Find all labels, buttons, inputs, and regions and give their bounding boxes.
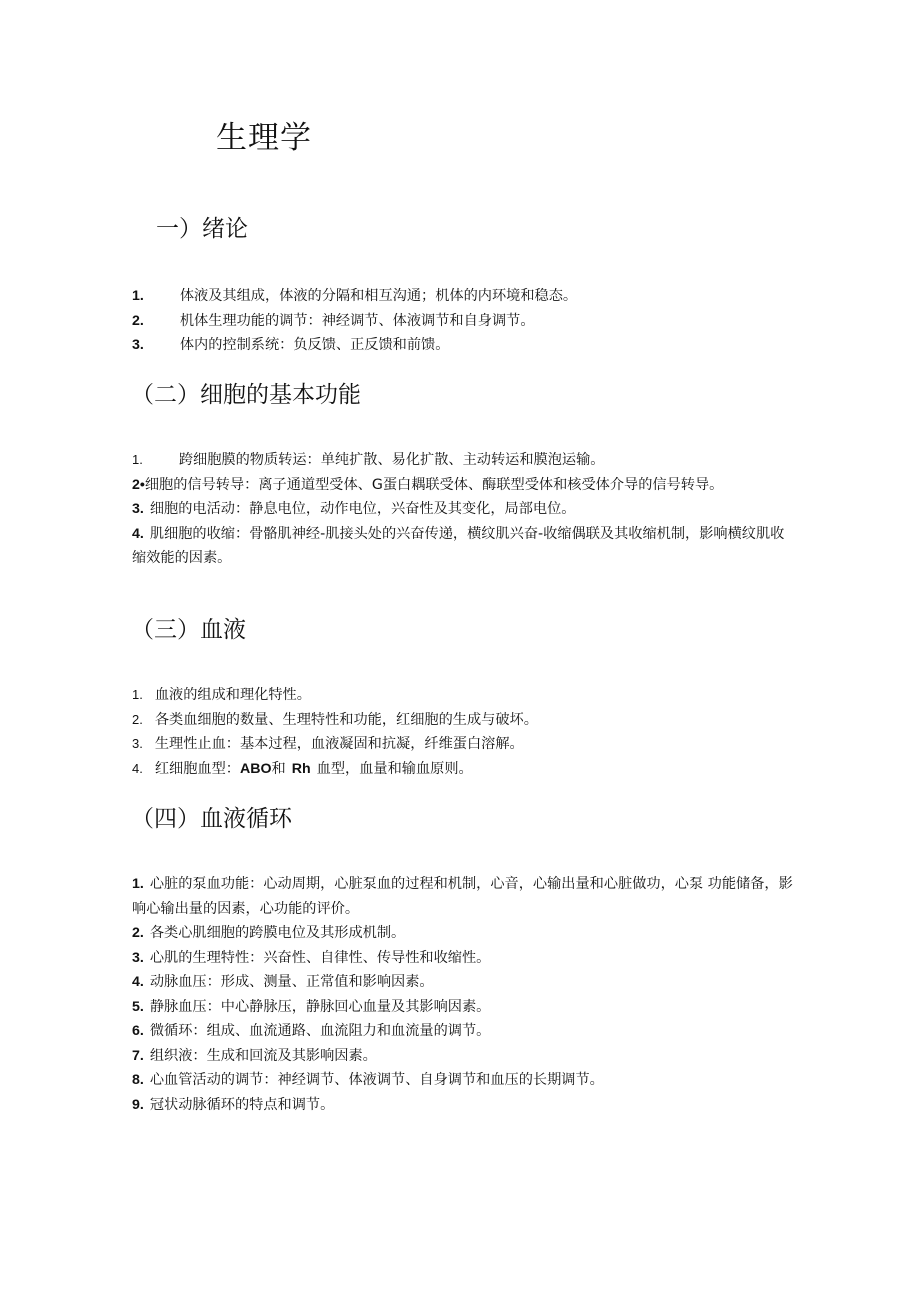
item-number: 4. [132, 760, 143, 776]
item-text: 体内的控制系统：负反馈、正反馈和前馈。 [179, 337, 450, 353]
item-number: 2. [132, 711, 143, 727]
section-list-intro [132, 284, 797, 358]
list-item [132, 309, 797, 334]
list-item [132, 497, 797, 522]
item-text: 各类血细胞的数量、生理特性和功能，红细胞的生成与破坏。 [154, 711, 538, 728]
item-text-abo: ABO [239, 760, 272, 777]
section-list-circulation [132, 872, 797, 1117]
item-number: 1. [132, 687, 143, 702]
section-heading-intro: 一）绪论 [156, 216, 248, 242]
list-item [132, 1093, 797, 1118]
list-item [132, 946, 797, 971]
item-text: 机体生理功能的调节：神经调节、体液调节和自身调节。 [179, 312, 535, 329]
item-number: 1. [132, 876, 144, 892]
section-heading-blood: （三）血液 [131, 617, 246, 643]
item-number: 8. [132, 1072, 144, 1088]
item-text: 生理性止血：基本过程，血液凝固和抗凝，纤维蛋白溶解。 [154, 736, 524, 752]
list-item [132, 473, 797, 498]
item-text: 体液及其组成，体液的分隔和相互沟通；机体的内环境和稳态。 [179, 288, 578, 304]
item-number: 3. [132, 736, 143, 751]
list-item [132, 448, 797, 473]
item-text: 细胞的信号转导：离子通道型受体、G蛋白耦联受体、酶联型受体和核受体介导的信号转导。 [144, 476, 724, 493]
item-number: 4. [132, 525, 144, 542]
item-number: 4. [132, 974, 144, 990]
section-heading-circulation: （四）血液循环 [131, 806, 292, 832]
item-number: 5. [132, 998, 144, 1015]
item-text: 细胞的电活动：静息电位，动作电位，兴奋性及其变化，局部电位。 [149, 501, 576, 517]
list-item [132, 333, 797, 358]
item-number: 2. [132, 925, 144, 941]
list-item [132, 732, 797, 757]
item-text-rh: Rh [291, 760, 311, 777]
item-text: 静脉血压：中心静脉压，静脉回心血量及其影响因素。 [149, 998, 491, 1015]
item-text: 微循环：组成、血流通路、血流阻力和血流量的调节。 [149, 1023, 491, 1039]
item-number: 2. [132, 312, 144, 329]
item-number: 6. [132, 1023, 144, 1039]
document-title: 生理学 [216, 120, 312, 156]
item-text: 血液的组成和理化特性。 [154, 687, 311, 703]
list-item [132, 1068, 797, 1093]
item-text: 心脏的泵血功能：心动周期，心脏泵血的过程和机制，心音，心输出量和心脏做功，心泵 功能储备，影响心输出量的因素，心功能的评价。 [132, 876, 793, 917]
list-item [132, 970, 797, 995]
list-item [132, 872, 797, 921]
section-heading-cell: （二）细胞的基本功能 [131, 382, 361, 408]
list-item [132, 284, 797, 309]
item-number: 3. [132, 337, 144, 353]
item-text: 动脉血压：形成、测量、正常值和影响因素。 [149, 974, 434, 990]
item-number: 7. [132, 1047, 144, 1064]
item-number: 3. [132, 949, 144, 966]
section-list-blood [132, 683, 797, 781]
list-item [132, 522, 797, 571]
list-item [132, 708, 797, 733]
item-text: 肌细胞的收缩：骨骼肌神经-肌接头处的兴奋传递，横纹肌兴奋-收缩偶联及其收缩机制，影响横纹肌收缩效能的因素。 [132, 525, 785, 566]
item-text: 各类心肌细胞的跨膜电位及其形成机制。 [149, 925, 406, 941]
item-text: 红细胞血型： [154, 760, 240, 777]
item-number: 3. [132, 501, 144, 517]
item-text: 和 [271, 760, 286, 777]
item-number: 9. [132, 1096, 144, 1113]
section-list-cell [132, 448, 797, 571]
item-text: 冠状动脉循环的特点和调节。 [149, 1096, 335, 1113]
list-item [132, 683, 797, 708]
item-number: 1. [132, 288, 144, 304]
item-text: 跨细胞膜的物质转运：单纯扩散、易化扩散、主动转运和膜泡运输。 [178, 452, 605, 468]
item-text: 组织液：生成和回流及其影响因素。 [149, 1047, 377, 1064]
list-item [132, 1044, 797, 1069]
list-item [132, 995, 797, 1020]
list-item [132, 757, 797, 782]
item-text: 心肌的生理特性：兴奋性、自律性、传导性和收缩性。 [149, 949, 491, 966]
item-text: 心血管活动的调节：神经调节、体液调节、自身调节和血压的长期调节。 [149, 1072, 604, 1088]
item-text: 血型，血量和输血原则。 [316, 760, 473, 777]
list-item [132, 921, 797, 946]
list-item [132, 1019, 797, 1044]
item-number: 1. [132, 452, 143, 467]
item-number: 2• [132, 476, 145, 493]
